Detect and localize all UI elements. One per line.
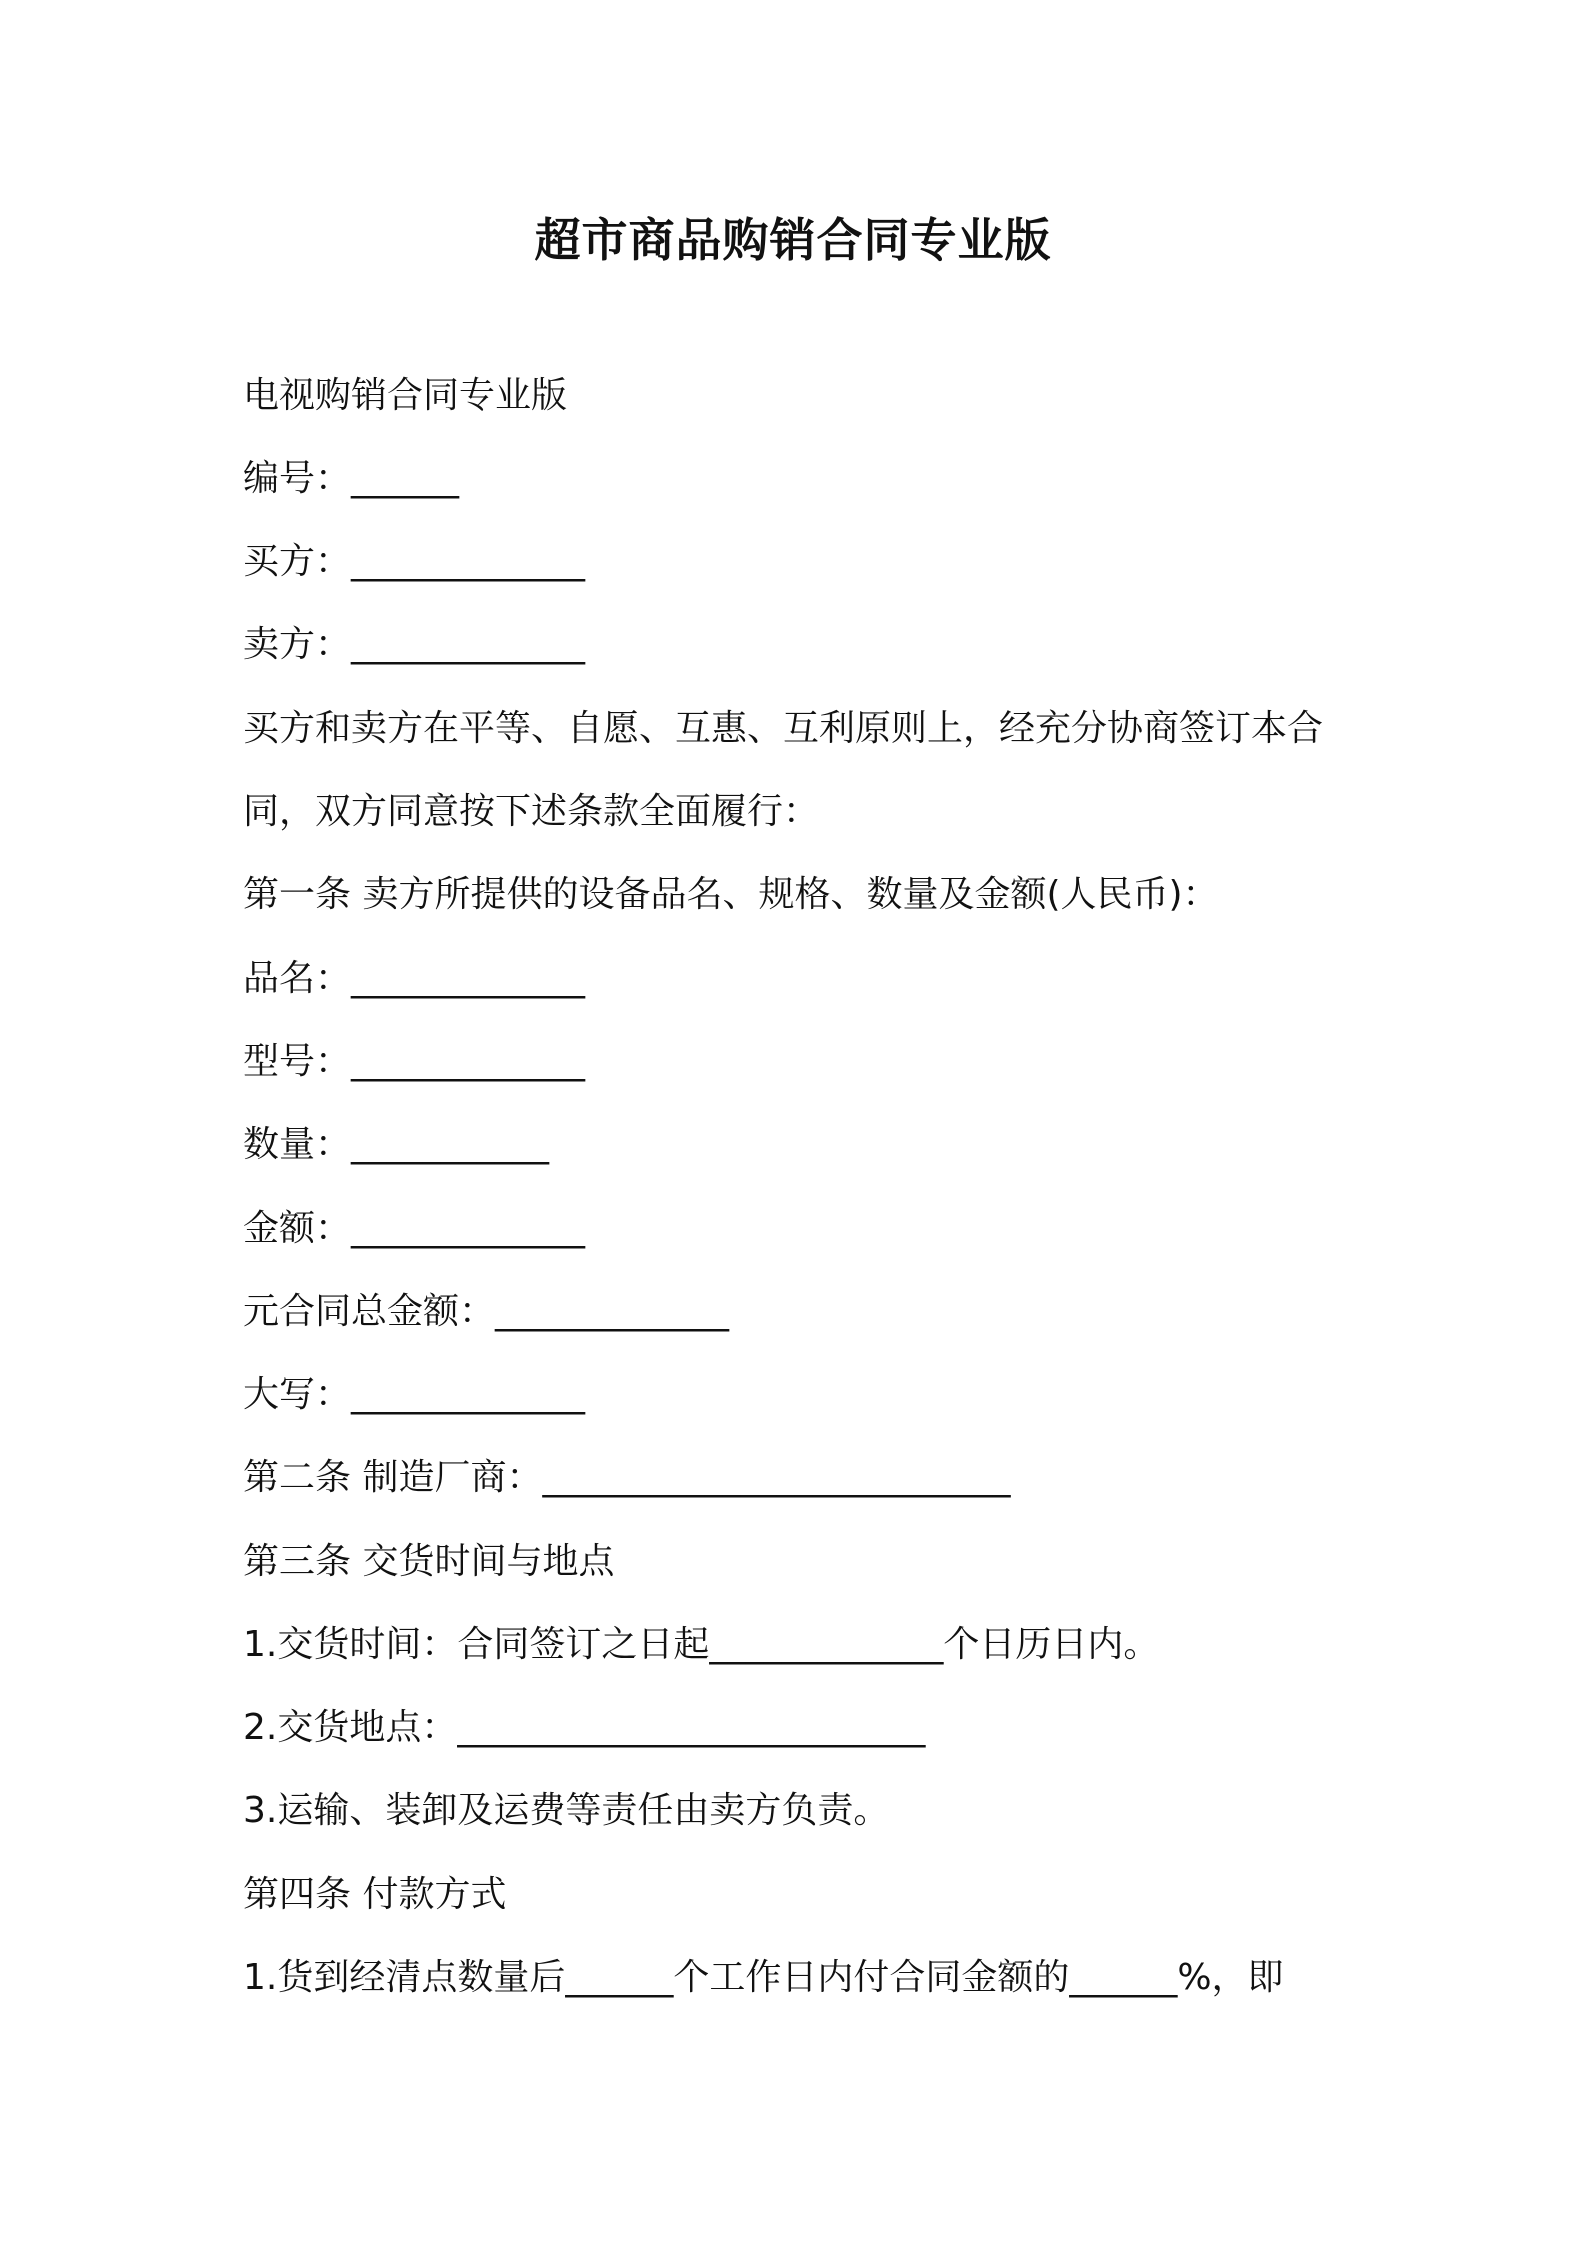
amount-line: 金额：_____________ [243,1208,586,1249]
product-name-line: 品名：_____________ [243,958,586,999]
delivery-time-line: 1.交货时间：合同签订之日起_____________个日历日内。 [243,1624,1160,1665]
payment-line-1: 1.货到经清点数量后______个工作日内付合同金额的______%，即 [243,1957,1284,1998]
preamble-line-1: 买方和卖方在平等、自愿、互惠、互利原则上，经充分协商签订本合 [243,708,1324,749]
subtitle-line: 电视购销合同专业版 [243,375,568,416]
delivery-place-line: 2.交货地点：__________________________ [243,1707,926,1748]
total-amount-line: 元合同总金额：_____________ [243,1291,730,1332]
seller-line: 卖方：_____________ [243,624,586,665]
model-line: 型号：_____________ [243,1041,586,1082]
quantity-line: 数量：___________ [243,1124,550,1165]
article-1-heading: 第一条 卖方所提供的设备品名、规格、数量及金额(人民币)： [243,874,1219,915]
transport-line: 3.运输、装卸及运费等责任由卖方负责。 [243,1790,890,1831]
article-3-heading: 第三条 交货时间与地点 [243,1541,615,1582]
document-title: 超市商品购销合同专业版 [534,213,1052,267]
amount-in-words-line: 大写：_____________ [243,1374,586,1415]
buyer-line: 买方：_____________ [243,541,586,582]
article-4-heading: 第四条 付款方式 [243,1874,507,1915]
contract-number-line: 编号：______ [243,458,460,499]
preamble-line-2: 同，双方同意按下述条款全面履行： [243,791,820,832]
article-2-manufacturer: 第二条 制造厂商：__________________________ [243,1457,1011,1498]
